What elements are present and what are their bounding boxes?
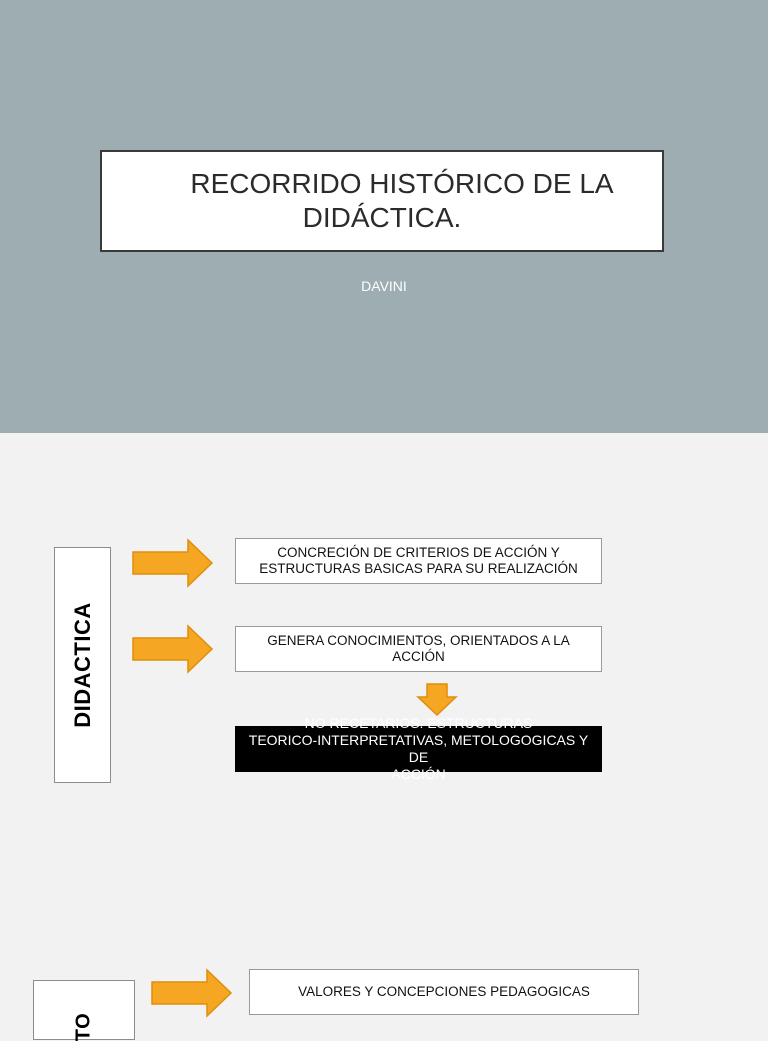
- side-label-box: [54, 547, 111, 783]
- concept-box-1: [235, 538, 602, 584]
- concept-box-1-line-1: CONCRECIÓN DE CRITERIOS DE ACCIÓN Y: [277, 545, 560, 560]
- didactica-slide: [0, 433, 768, 1041]
- right-arrow-icon: [151, 969, 233, 1017]
- concept-box-2-line-2: ACCIÓN: [392, 649, 445, 664]
- right-arrow-icon: [132, 539, 214, 587]
- concept-box-1-line-2: ESTRUCTURAS BASICAS PARA SU REALIZACIÓN: [259, 561, 578, 576]
- concept-box-3-line-1: NO RECETARIOS. ESTRUCTURAS: [304, 715, 533, 731]
- concept-box-4-text: VALORES Y CONCEPCIONES PEDAGOGICAS: [298, 984, 590, 999]
- down-arrow-icon: [417, 683, 457, 716]
- concept-box-4: [249, 969, 639, 1015]
- concept-box-3-line-3: ACCIÓN: [391, 766, 446, 782]
- right-arrow-icon: [132, 625, 214, 673]
- concept-box-2: [235, 626, 602, 672]
- side-label-box-2: [33, 980, 135, 1040]
- concept-box-3-line-2: TEORICO-INTERPRETATIVAS, METOLOGOGICAS Y DE: [248, 732, 589, 765]
- title-slide: [0, 0, 768, 433]
- title-line-1: RECORRIDO HISTÓRICO DE LA: [190, 168, 614, 199]
- title-box: [100, 150, 664, 252]
- concept-box-2-line-1: GENERA CONOCIMIENTOS, ORIENTADOS A LA: [267, 633, 570, 648]
- side-label: DIDACTICA: [69, 602, 95, 728]
- subtitle-author: DAVINI: [361, 278, 407, 294]
- title-line-2: DIDÁCTICA.: [302, 202, 462, 233]
- concept-box-3: [235, 715, 602, 782]
- side-label-2: TO: [72, 1012, 95, 1041]
